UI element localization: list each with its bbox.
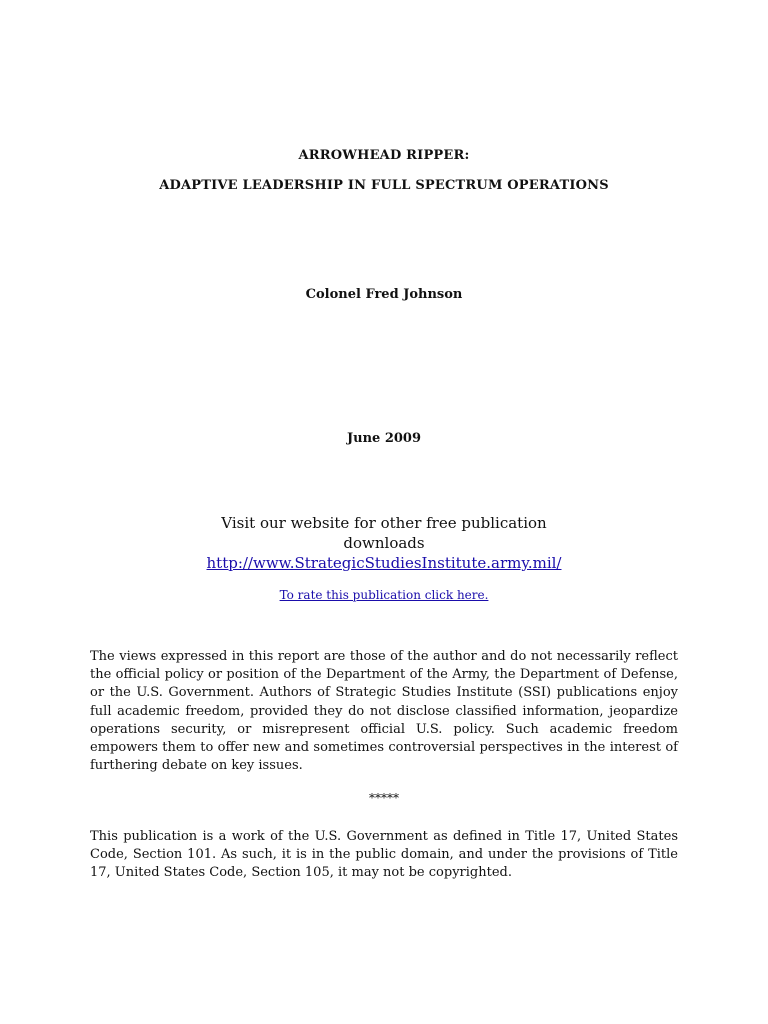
section-separator: ***** (369, 791, 399, 805)
website-notice (0, 513, 768, 573)
title-line-2: ADAPTIVE LEADERSHIP IN FULL SPECTRUM OPERATIONS (159, 178, 609, 193)
copyright-paragraph: This publication is a work of the U.S. Government as defined in Title 17, United States Code, Section 101. As such, it is in the public domain, and under the provisions of Title 17, United States Code, Section 105, it may not be copyrighted. (90, 829, 678, 881)
website-notice-line-2: downloads (343, 534, 425, 552)
disclaimer-paragraph: The views expressed in this report are those of the author and do not necessarily reflect the official policy or position of the Department of the Army, the Department of Defense, or the U.S. Government. Authors of Strategic Studies Institute (SSI) publications enjoy full academic freedom, provided they do not disclose classified information, jeopardize operations security, or misrepresent official U.S. policy. Such academic freedom empowers them to offer new and sometimes controversial perspectives in the interest of furthering debate on key issues. (90, 649, 678, 774)
author-name: Colonel Fred Johnson (305, 287, 463, 302)
website-notice-line-1: Visit our website for other free publication (221, 514, 547, 532)
publication-date: June 2009 (346, 431, 422, 446)
website-link[interactable]: http://www.StrategicStudiesInstitute.army.mil/ (206, 554, 562, 572)
rate-publication (0, 588, 768, 602)
title-line-1: ARROWHEAD RIPPER: (298, 148, 470, 163)
rate-publication-link[interactable]: To rate this publication click here. (279, 588, 489, 602)
